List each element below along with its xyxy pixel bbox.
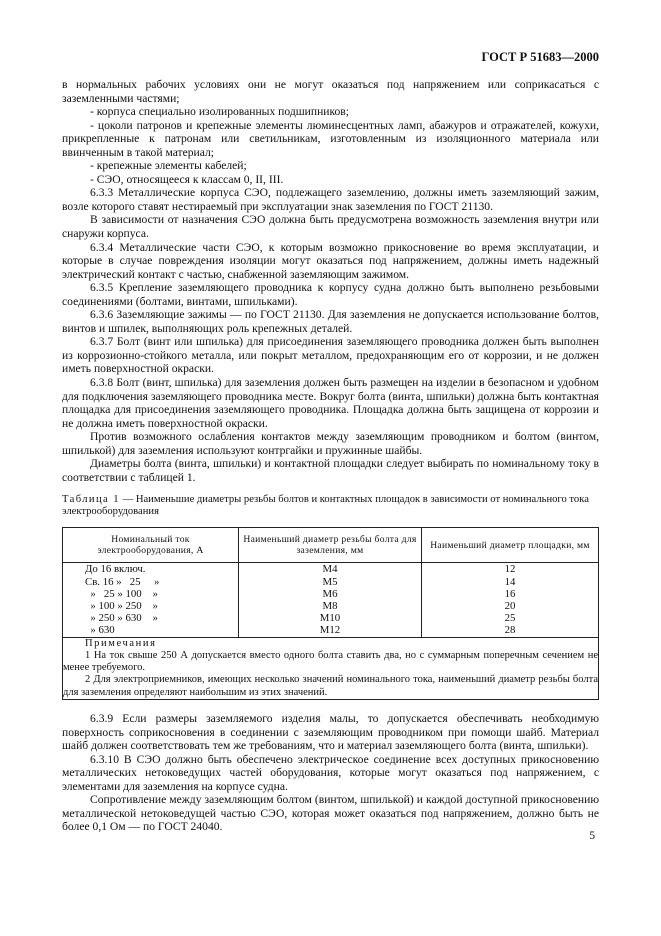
paragraph: Сопротивление между заземляющим болтом (винтом, шпилькой) и каждой доступной прикосновению металлической нетоковедущей частью СЭО, которая может оказаться под напряжением, должно быть не более 0,1 Ом — по ГОСТ 24040. [62, 793, 599, 834]
page-number: 5 [589, 829, 595, 842]
pad-diameter-cell: 20 [504, 599, 516, 612]
paragraph: 6.3.10 В СЭО должно быть обеспечено электрическое соединение всех доступных прикосновению металлических нетоковедущих частей оборудования, которые могут оказаться под напряжением, с элементами для заземления на корпусе судна. [62, 752, 599, 793]
paragraph: Диаметры болта (винта, шпильки) и контактной площадки следует выбирать по номинальному току в соответствии с таблицей 1. [62, 457, 599, 484]
paragraph: - СЭО, относящееся к классам 0, II, III. [90, 172, 284, 186]
header-bolt-diameter: Наименьший диаметр резьбы болта для заземления, мм [239, 528, 422, 563]
paragraphs-before-table [62, 78, 599, 484]
table-data-row [63, 563, 599, 637]
paragraph: 6.3.7 Болт (винт или шпилька) для присоединения заземляющего проводника должен быть выполнен из коррозионно-стойкого металла, или покрыт металлом, предохраняющим его от коррозии, и не должен иметь поверхностной окраски. [62, 335, 599, 376]
paragraph: - корпуса специально изолированных подшипников; [90, 105, 350, 119]
paragraphs-after-table [62, 712, 599, 834]
diameter-table [62, 527, 599, 700]
current-cell: » 100 » 250 » [85, 599, 158, 612]
table-header-row [63, 528, 599, 563]
document-body [62, 78, 599, 834]
bolt-diameter-cell: M10 [319, 612, 341, 625]
paragraph: 6.3.6 Заземляющие зажимы — по ГОСТ 21130. Для заземления не допускается использование болтов, винтов и шпилек, выполняющих роль крепежных деталей. [62, 308, 599, 335]
paragraph: 6.3.4 Металлические части СЭО, к которым возможно прикосновение во время эксплуатации, и которые в случае повреждения изоляции могут оказаться под напряжением, должны иметь надежный электрический контакт с частью, снабженной заземляющим зажимом. [62, 240, 599, 281]
header-pad-diameter: Наименьший диаметр площадки, мм [422, 528, 599, 563]
paragraph: 6.3.3 Металлические корпуса СЭО, подлежащего заземлению, должны иметь заземляющий зажим, возле которого ставят нестираемый при эксплуатации знак заземления по ГОСТ 21130. [62, 186, 599, 213]
bolt-diameter-cell: M12 [319, 624, 341, 637]
bolt-diameter-cell: M5 [322, 575, 338, 588]
table-caption-label: Таблица 1 [62, 494, 120, 506]
current-cell: Св. 16 » 25 » [85, 575, 160, 588]
standard-header: ГОСТ Р 51683—2000 [481, 50, 599, 64]
pad-diameter-column [422, 563, 599, 637]
note-1: 1 На ток свыше 250 А допускается вместо одного болта ставить два, но с суммарным поперечным сечением не менее требуемого. [63, 649, 598, 674]
pad-diameter-cell: 16 [504, 587, 516, 600]
pad-diameter-cell: 14 [504, 575, 516, 588]
bolt-diameter-cell: M8 [322, 599, 338, 612]
notes-title: Примечания [85, 637, 157, 649]
header-current: Номинальный ток электрооборудования, А [63, 528, 239, 563]
bolt-diameter-column [239, 563, 422, 637]
bolt-diameter-cell: M6 [322, 587, 338, 600]
paragraph: - крепежные элементы кабелей; [90, 159, 247, 173]
paragraph: В зависимости от назначения СЭО должна быть предусмотрена возможность заземления внутри или снаружи корпуса. [62, 213, 599, 241]
pad-diameter-cell: 28 [504, 624, 516, 637]
current-cell: » 250 » 630 » [85, 612, 158, 625]
current-cell: » 25 » 100 » [85, 587, 158, 600]
table-notes-row [63, 637, 599, 699]
current-cell: До 16 включ. [85, 563, 146, 576]
paragraph: 6.3.5 Крепление заземляющего проводника к корпусу судна должно быть выполнено резьбовыми соединениями (болтами, винтами, шпильками). [62, 281, 599, 308]
paragraph: - цоколи патронов и крепежные элементы люминесцентных ламп, абажуров и отражателей, кожухи, прикрепленные к патронам или светильникам, изготовленным из изоляционного материала или ввинченным в такой материал; [62, 118, 599, 159]
pad-diameter-cell: 12 [504, 563, 516, 576]
paragraph: в нормальных рабочих условиях они не могут оказаться под напряжением или соприкасаться с заземленными частями; [62, 78, 599, 105]
note-2: 2 Для электроприемников, имеющих несколько значений номинального тока, наименьший диаметр резьбы болта для заземления определяют наибольшим из этих значений. [63, 674, 598, 698]
paragraph: Против возможного ослабления контактов между заземляющим проводником и болтом (винтом, шпилькой) для заземления используют контргайки и пружинные шайбы. [62, 430, 599, 457]
current-cell: » 630 [85, 624, 115, 637]
paragraph: 6.3.8 Болт (винт, шпилька) для заземления должен быть размещен на изделии в безопасном и удобном для подключения заземляющего проводника месте. Вокруг болта (винта, шпильки) должна быть контактная площадка для присоединения заземляющего проводника. Площадка должна быть защищена от коррозии и не должна иметь поверхностной окраски. [62, 376, 599, 430]
table-notes [63, 637, 599, 699]
table-caption-text: — Наименьшие диаметры резьбы болтов и контактных площадок в зависимости от номинального тока электрооборудования [62, 494, 589, 518]
current-column [63, 563, 239, 637]
bolt-diameter-cell: M4 [322, 563, 338, 576]
paragraph: 6.3.9 Если размеры заземляемого изделия малы, то допускается обеспечивать необходимую поверхность соприкосновения в соединении с заземляющим проводником при помощи шайб. Материал шайб должен соответствовать тем же требованиям, что и материал заземляющего болта (винта, шпильки). [62, 712, 599, 753]
table-caption [62, 494, 599, 518]
pad-diameter-cell: 25 [504, 612, 516, 625]
